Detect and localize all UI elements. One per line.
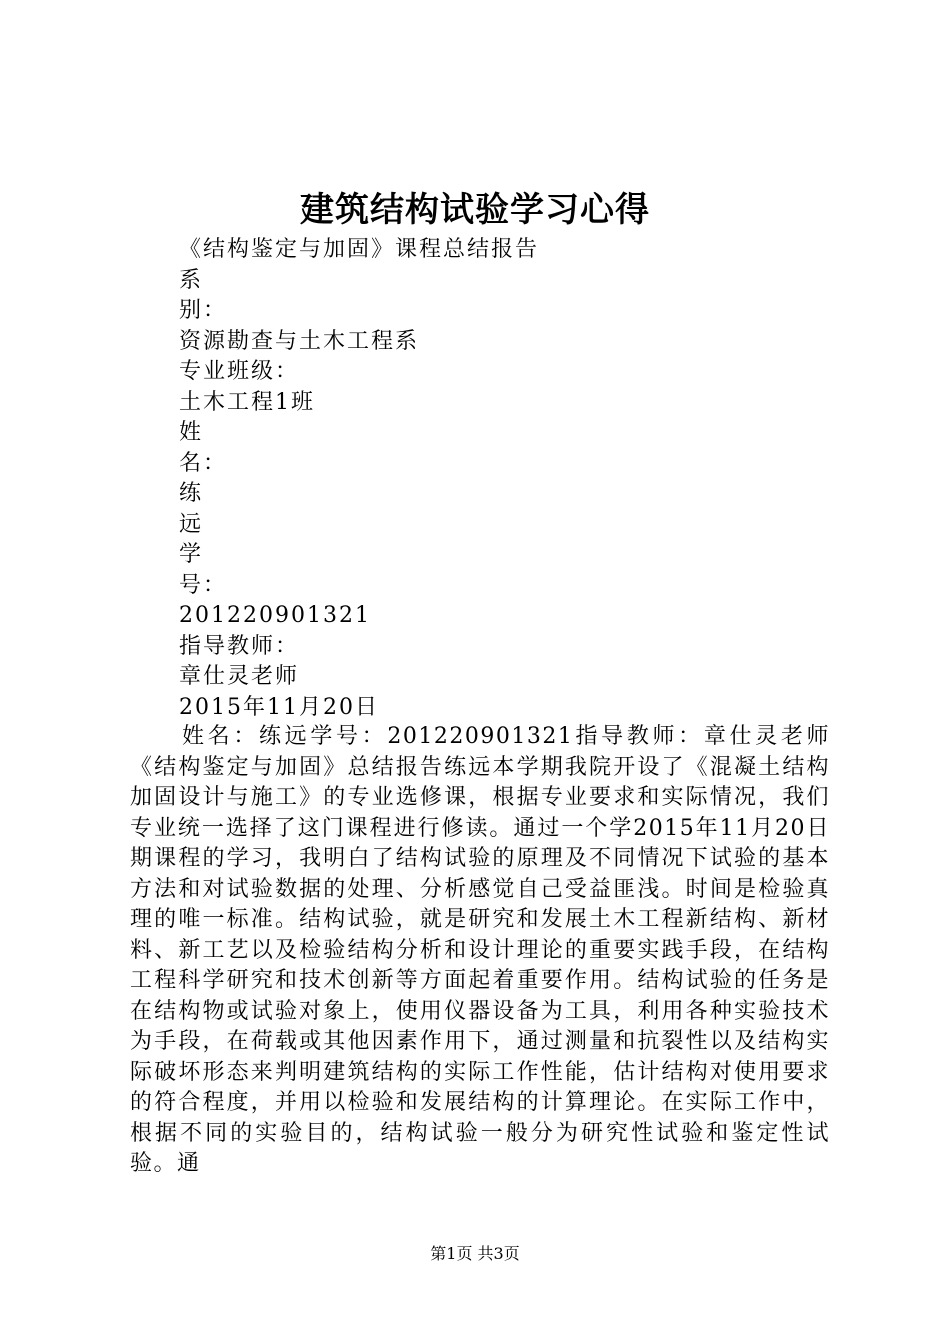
header-line: 土木工程1班 [179,389,315,415]
page-number-footer: 第1页 共3页 [430,1244,520,1263]
header-line: 远 [179,511,204,537]
body-paragraph: 姓名：练远学号：201220901321指导教师：章仕灵老师《结构鉴定与加固》总结报告练远本学期我院开设了《混凝土结构加固设计与施工》的专业选修课，根据专业要求和实际情况，我们专业统一选择了这门课程进行修读。通过一个学2015年11月20日期课程的学习，我明白了结构试验的原理及不同情况下试验的基本方法和对试验数据的处理、分析感觉自己受益匪浅。时间是检验真理的唯一标准。结构试验，就是研究和发展土木工程新结构、新材料、新工艺以及检验结构分析和设计理论的重要实践手段，在结构工程科学研究和技术创新等方面起着重要作用。结构试验的任务是在结构物或试验对象上，使用仪器设备为工具，利用各种实验技术为手段，在荷载或其他因素作用下，通过测量和抗裂性以及结构实际破坏形态来判明建筑结构的实际工作性能，估计结构对使用要求的符合程度，并用以检验和发展结构的计算理论。在实际工作中，根据不同的实验目的，结构试验一般分为研究性试验和鉴定性试验。通 [130,724,830,1176]
header-line: 别： [179,298,228,323]
header-line: 201220901321 [179,603,371,628]
header-line: 指导教师： [179,633,300,659]
header-line: 资源勘查与土木工程系 [179,328,420,354]
header-line: 名： [179,450,228,476]
header-line: 专业班级： [179,359,300,384]
header-line: 2015年11月20日 [179,694,379,720]
header-line: 号： [179,572,228,598]
document-title: 建筑结构试验学习心得 [300,190,650,230]
header-line: 练 [179,481,204,506]
header-line: 系 [179,267,204,293]
header-line: 姓 [179,420,204,445]
header-line: 学 [179,542,204,567]
header-line: 《结构鉴定与加固》课程总结报告 [179,237,540,262]
header-line: 章仕灵老师 [179,664,300,689]
report-header-block [179,235,819,723]
